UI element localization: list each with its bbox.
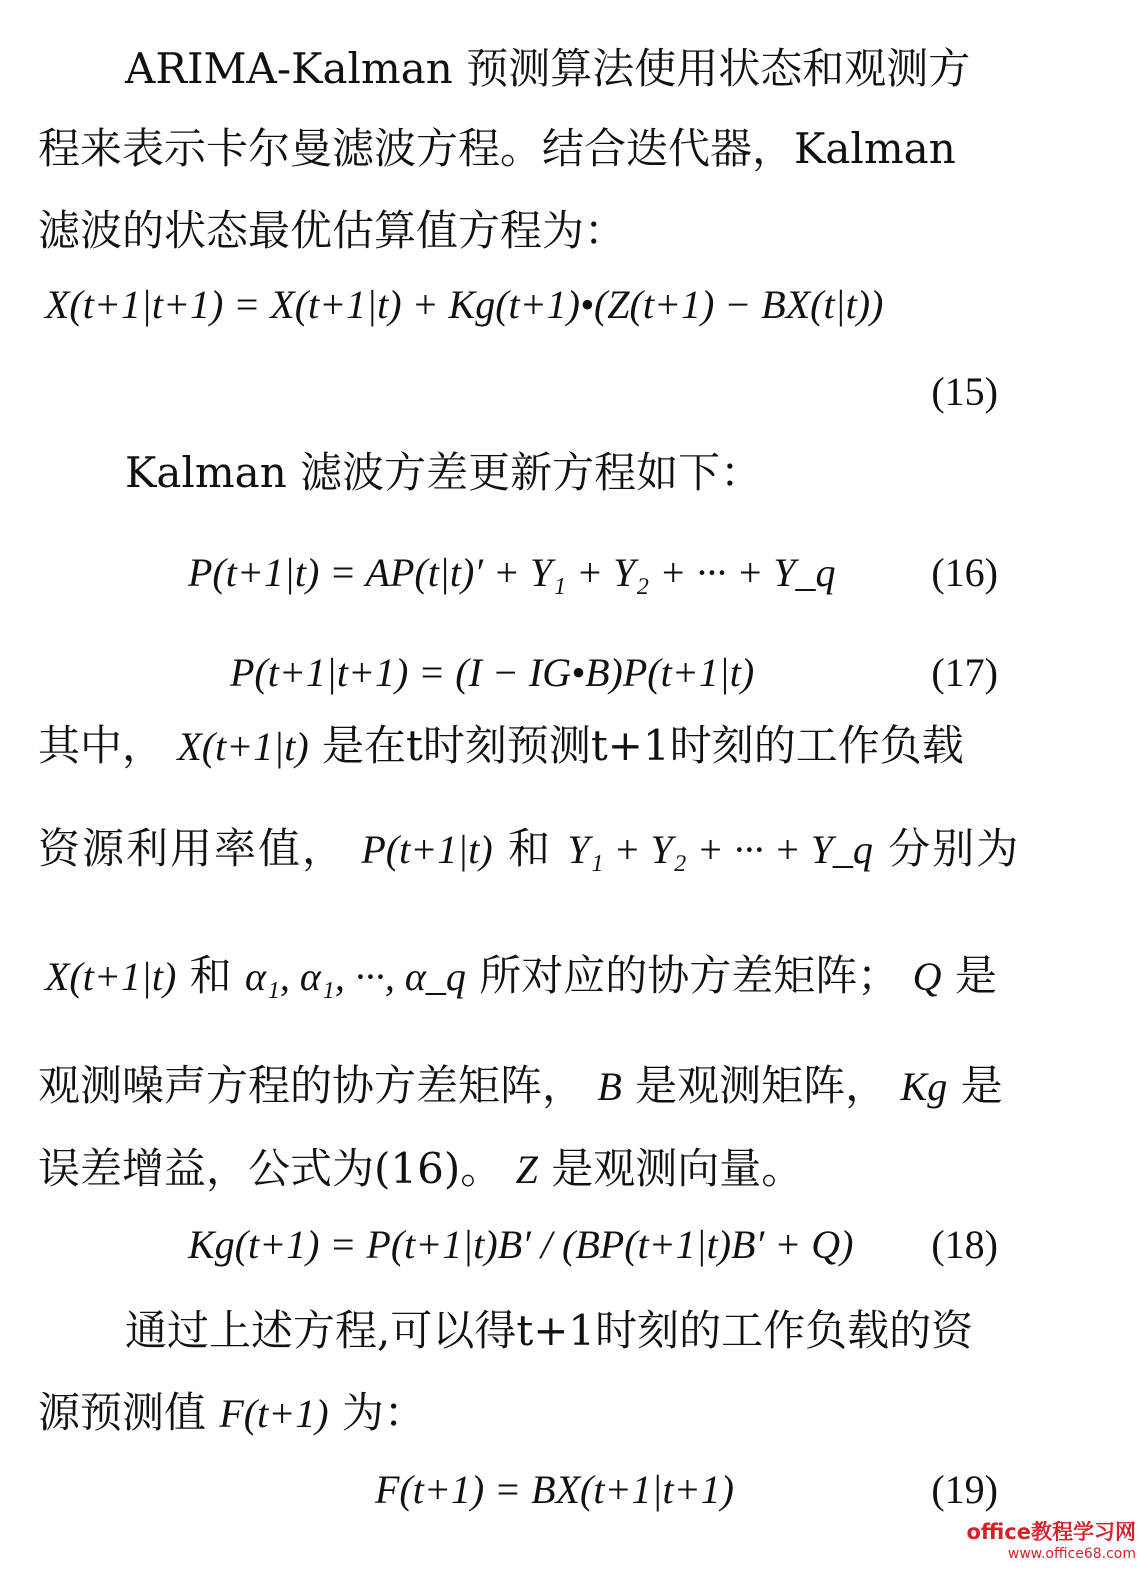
para3-line5	[38, 1144, 804, 1193]
watermark	[966, 1516, 1136, 1562]
para3-l3-math2: α₁, α₁, ···, α_q	[245, 954, 466, 999]
equation-number-15: (15)	[931, 369, 998, 414]
equation-15: X(t+1|t+1) = X(t+1|t) + Kg(t+1)•(Z(t+1) − BX(t|t))	[45, 282, 884, 327]
para3-l1-math: X(t+1|t)	[177, 724, 309, 769]
equation-16: P(t+1|t) = AP(t|t)′ + Y₁ + Y₂ + ··· + Y_q	[188, 550, 836, 595]
para3-l2-text-c: 分别为	[888, 824, 1021, 873]
para3-l4-math2: Kg	[900, 1064, 948, 1109]
equation-number-18: (18)	[931, 1222, 998, 1267]
para3-l5-text-a: 误差增益，公式为(16)。	[38, 1144, 503, 1193]
para3-l4-text-c: 是	[960, 1061, 1003, 1110]
para1-line1: ARIMA-Kalman 预测算法使用状态和观测方	[125, 44, 971, 93]
para3-l5-math: Z	[515, 1147, 538, 1192]
para3-l3-text-c: 是	[954, 951, 997, 1000]
para2-line1: Kalman 滤波方差更新方程如下：	[125, 448, 763, 497]
para3-l3-text-a: 和	[189, 951, 232, 1000]
para3-l3-math1: X(t+1|t)	[45, 954, 177, 999]
equation-number-19: (19)	[931, 1467, 998, 1512]
para3-line4	[38, 1061, 1003, 1110]
para3-l3-math3: Q	[912, 954, 942, 999]
para3-l4-text-b: 是观测矩阵，	[635, 1061, 888, 1110]
para4-l2-text-b: 为：	[341, 1388, 426, 1437]
para3-l1-text-a: 其中，	[38, 721, 165, 770]
equation-number-17: (17)	[931, 650, 998, 695]
para1-line2: 程来表示卡尔曼滤波方程。结合迭代器，Kalman	[38, 124, 956, 173]
equation-18: Kg(t+1) = P(t+1|t)B′ / (BP(t+1|t)B′ + Q)	[188, 1222, 854, 1267]
para3-line1	[38, 721, 964, 770]
para3-l1-text-b: 是在t时刻预测t+1时刻的工作负载	[322, 721, 964, 770]
para4-line2	[38, 1388, 426, 1437]
watermark-url: www.office68.com	[1007, 1546, 1136, 1562]
para3-l2-text-a: 资源利用率值，	[38, 824, 347, 873]
para4-l2-math: F(t+1)	[219, 1391, 329, 1436]
watermark-brand: office教程学习网	[966, 1520, 1136, 1544]
para3-l5-text-b: 是观测向量。	[551, 1144, 804, 1193]
para3-l2-text-b: 和	[508, 824, 553, 873]
para3-l2-math2: Y₁ + Y₂ + ··· + Y_q	[567, 827, 873, 872]
para4-l2-text-a: 源预测值	[38, 1388, 207, 1437]
equation-number-16: (16)	[931, 550, 998, 595]
para3-l3-text-b: 所对应的协方差矩阵；	[479, 951, 900, 1000]
para4-line1: 通过上述方程,可以得t+1时刻的工作负载的资	[125, 1306, 974, 1355]
para3-l4-math1: B	[597, 1064, 622, 1109]
equation-19: F(t+1) = BX(t+1|t+1)	[375, 1467, 734, 1512]
equation-17: P(t+1|t+1) = (I − IG•B)P(t+1|t)	[230, 650, 755, 695]
para3-l2-math1: P(t+1|t)	[361, 827, 493, 872]
para3-line3	[45, 951, 997, 1000]
para1-line3: 滤波的状态最优估算值方程为：	[38, 206, 627, 255]
para3-line2	[38, 824, 1021, 873]
para3-l4-text-a: 观测噪声方程的协方差矩阵，	[38, 1061, 585, 1110]
